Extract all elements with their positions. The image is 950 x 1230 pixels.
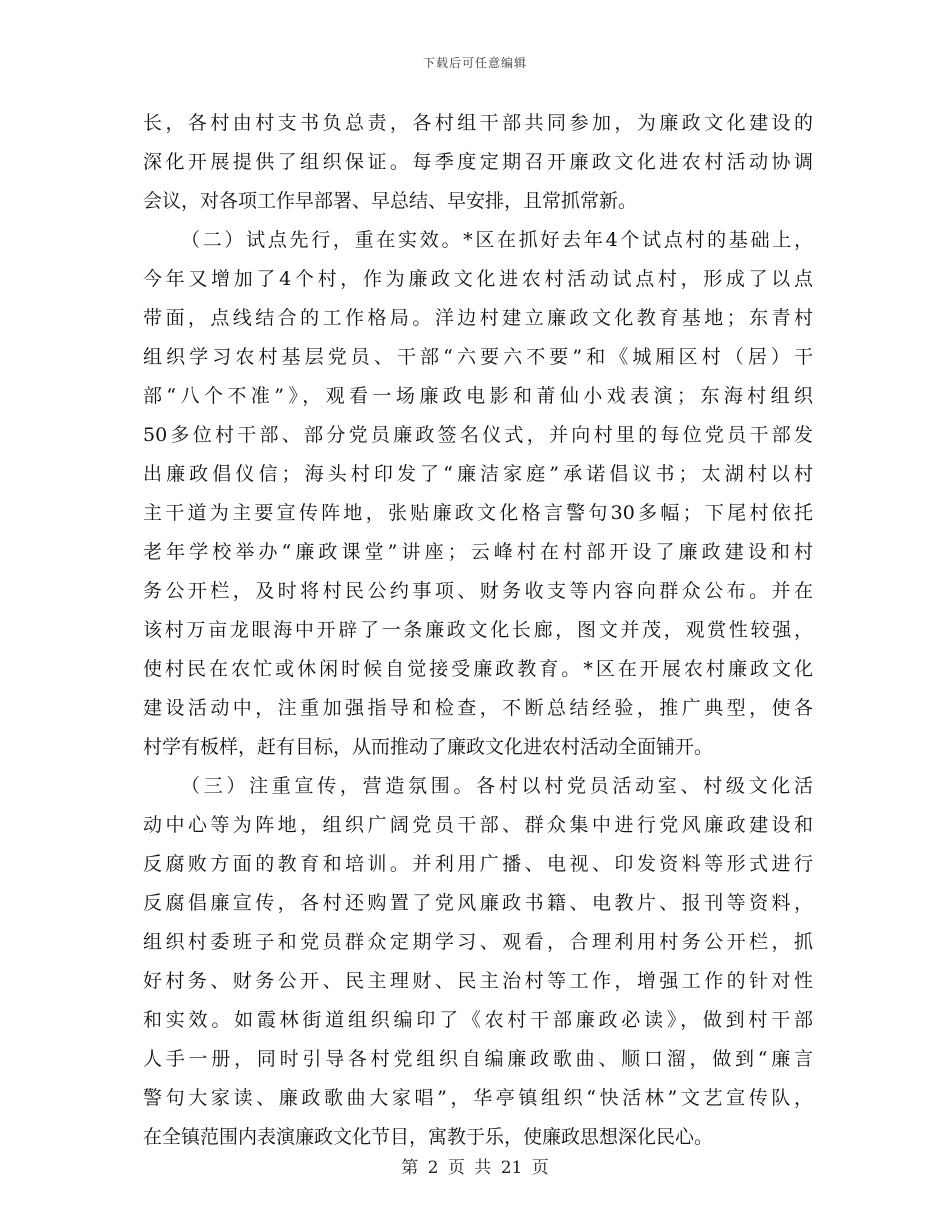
page-header: 下载后可任意编辑 bbox=[422, 56, 527, 70]
text-line: 今年又增加了4个村，作为廉政文化进农村活动试点村，形成了以点 bbox=[143, 268, 813, 290]
text-line: 在全镇范围内表演廉政文化节目，寓教于乐，使廉政思想深化民心。 bbox=[143, 1126, 714, 1148]
text-line: （三）注重宣传，营造氛围。各村以村党员活动室、村级文化活 bbox=[181, 775, 813, 797]
text-line: 该村万亩龙眼海中开辟了一条廉政文化长廊，图文并茂，观赏性较强， bbox=[143, 619, 813, 641]
page-footer: 第 2 页 共 21 页 bbox=[401, 1158, 549, 1178]
text-line: 务公开栏，及时将村民公约事项、财务收支等内容向群众公布。并在 bbox=[143, 580, 813, 602]
text-line: 警句大家读、廉政歌曲大家唱”，华亭镇组织“快活林”文艺宣传队， bbox=[143, 1087, 813, 1109]
text-line: 出廉政倡仪信；海头村印发了“廉洁家庭”承诺倡议书；太湖村以村 bbox=[143, 463, 813, 485]
text-line: 动中心等为阵地，组织广阔党员干部、群众集中进行党风廉政建设和 bbox=[143, 814, 813, 836]
text-line: 50多位村干部、部分党员廉政签名仪式，并向村里的每位党员干部发 bbox=[143, 424, 813, 446]
text-line: 会议，对各项工作早部署、早总结、早安排，且常抓常新。 bbox=[143, 190, 638, 212]
text-line: 人手一册，同时引导各村党组织自编廉政歌曲、顺口溜，做到“廉言 bbox=[143, 1048, 813, 1070]
text-line: 村学有板样，赶有目标，从而推动了廉政文化进农村活动全面铺开。 bbox=[143, 736, 714, 758]
text-line: 部“八个不准”》，观看一场廉政电影和莆仙小戏表演；东海村组织 bbox=[143, 385, 813, 407]
text-line: 建设活动中，注重加强指导和检查，不断总结经验，推广典型，使各 bbox=[143, 697, 813, 719]
text-line: 深化开展提供了组织保证。每季度定期召开廉政文化进农村活动协调 bbox=[143, 151, 813, 173]
text-line: 组织村委班子和党员群众定期学习、观看，合理利用村务公开栏，抓 bbox=[143, 931, 813, 953]
text-line: 主干道为主要宣传阵地，张贴廉政文化格言警句30多幅；下尾村依托 bbox=[143, 502, 813, 524]
text-line: 好村务、财务公开、民主理财、民主治村等工作，增强工作的针对性 bbox=[143, 970, 813, 992]
text-line: 反腐倡廉宣传，各村还购置了党风廉政书籍、电教片、报刊等资料， bbox=[143, 892, 813, 914]
text-line: 长，各村由村支书负总责，各村组干部共同参加，为廉政文化建设的 bbox=[143, 112, 813, 134]
text-line: 反腐败方面的教育和培训。并利用广播、电视、印发资料等形式进行 bbox=[143, 853, 813, 875]
text-line: 带面，点线结合的工作格局。洋边村建立廉政文化教育基地；东青村 bbox=[143, 307, 813, 329]
text-line: （二）试点先行，重在实效。*区在抓好去年4个试点村的基础上， bbox=[181, 229, 813, 251]
document-body bbox=[143, 104, 813, 1157]
text-line: 和实效。如霞林街道组织编印了《农村干部廉政必读》，做到村干部 bbox=[143, 1009, 813, 1031]
text-line: 老年学校举办“廉政课堂”讲座；云峰村在村部开设了廉政建设和村 bbox=[143, 541, 813, 563]
text-line: 使村民在农忙或休闲时候自觉接受廉政教育。*区在开展农村廉政文化 bbox=[143, 658, 813, 680]
text-line: 组织学习农村基层党员、干部“六要六不要”和《城厢区村（居）干 bbox=[143, 346, 813, 368]
